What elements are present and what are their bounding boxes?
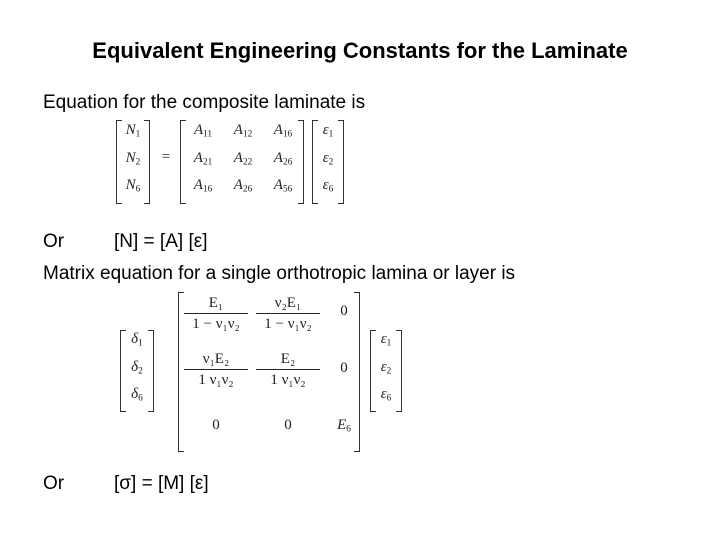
a-matrix-entry: $A_{16}$ (193, 177, 213, 195)
n-vector-entry: $N_1$ (125, 122, 141, 140)
lamina-strain-entry: $\varepsilon_1$ (380, 331, 392, 349)
a-matrix-entry: $A_{11}$ (193, 122, 213, 140)
lamina-intro-text: Matrix equation for a single orthotropic lamina or layer is (43, 263, 516, 284)
n-vector-entry: $N_2$ (125, 150, 141, 168)
or-lamina-line (43, 473, 209, 495)
m-matrix-entry: 0 (340, 303, 348, 319)
delta-vector-entry: $\delta_1$ (131, 331, 143, 349)
lamina-strain-entry: $\varepsilon_2$ (380, 359, 392, 377)
m-matrix-fraction: ν₂E₁ 1 − ν₁ν₂ (256, 294, 320, 333)
delta-vector-entry: $\delta_2$ (131, 359, 143, 377)
laminate-shorthand-equation: [N] = [A] [ε] (114, 231, 208, 252)
slide-title: Equivalent Engineering Constants for the Laminate (92, 38, 628, 63)
m-matrix-entry: 0 (340, 360, 348, 376)
m-matrix-entry: 0 (284, 417, 292, 433)
strain-vector-entry: $\varepsilon_1$ (322, 122, 334, 140)
m-matrix-fraction: E₁ 1 − ν₁ν₂ (184, 294, 248, 333)
m-matrix-fraction: ν₁E₂ 1 ν₁ν₂ (184, 350, 248, 389)
strain-vector-entry: $\varepsilon_6$ (322, 177, 334, 195)
n-vector-entry: $N_6$ (125, 177, 141, 195)
m-matrix-fraction: E₂ 1 ν₁ν₂ (256, 350, 320, 389)
m-matrix-entry: $E_6$ (337, 417, 351, 435)
a-matrix-entry: $A_{21}$ (193, 150, 213, 168)
m-matrix-entry: 0 (212, 417, 220, 433)
or-word: Or (43, 473, 65, 494)
a-matrix-entry: $A_{26}$ (233, 177, 253, 195)
strain-vector-entry: $\varepsilon_2$ (322, 150, 334, 168)
a-matrix-entry: $A_{12}$ (233, 122, 253, 140)
equals-sign: = (161, 149, 171, 165)
delta-vector-entry: $\delta_6$ (131, 386, 143, 404)
a-matrix-entry: $A_{26}$ (273, 150, 293, 168)
lamina-strain-entry: $\varepsilon_6$ (380, 386, 392, 404)
a-matrix-entry: $A_{56}$ (273, 177, 293, 195)
a-matrix-entry: $A_{22}$ (233, 150, 253, 168)
lamina-shorthand-equation: [σ] = [M] [ε] (114, 473, 209, 494)
laminate-intro-text: Equation for the composite laminate is (43, 92, 366, 113)
or-word: Or (43, 231, 65, 252)
a-matrix-entry: $A_{16}$ (273, 122, 293, 140)
